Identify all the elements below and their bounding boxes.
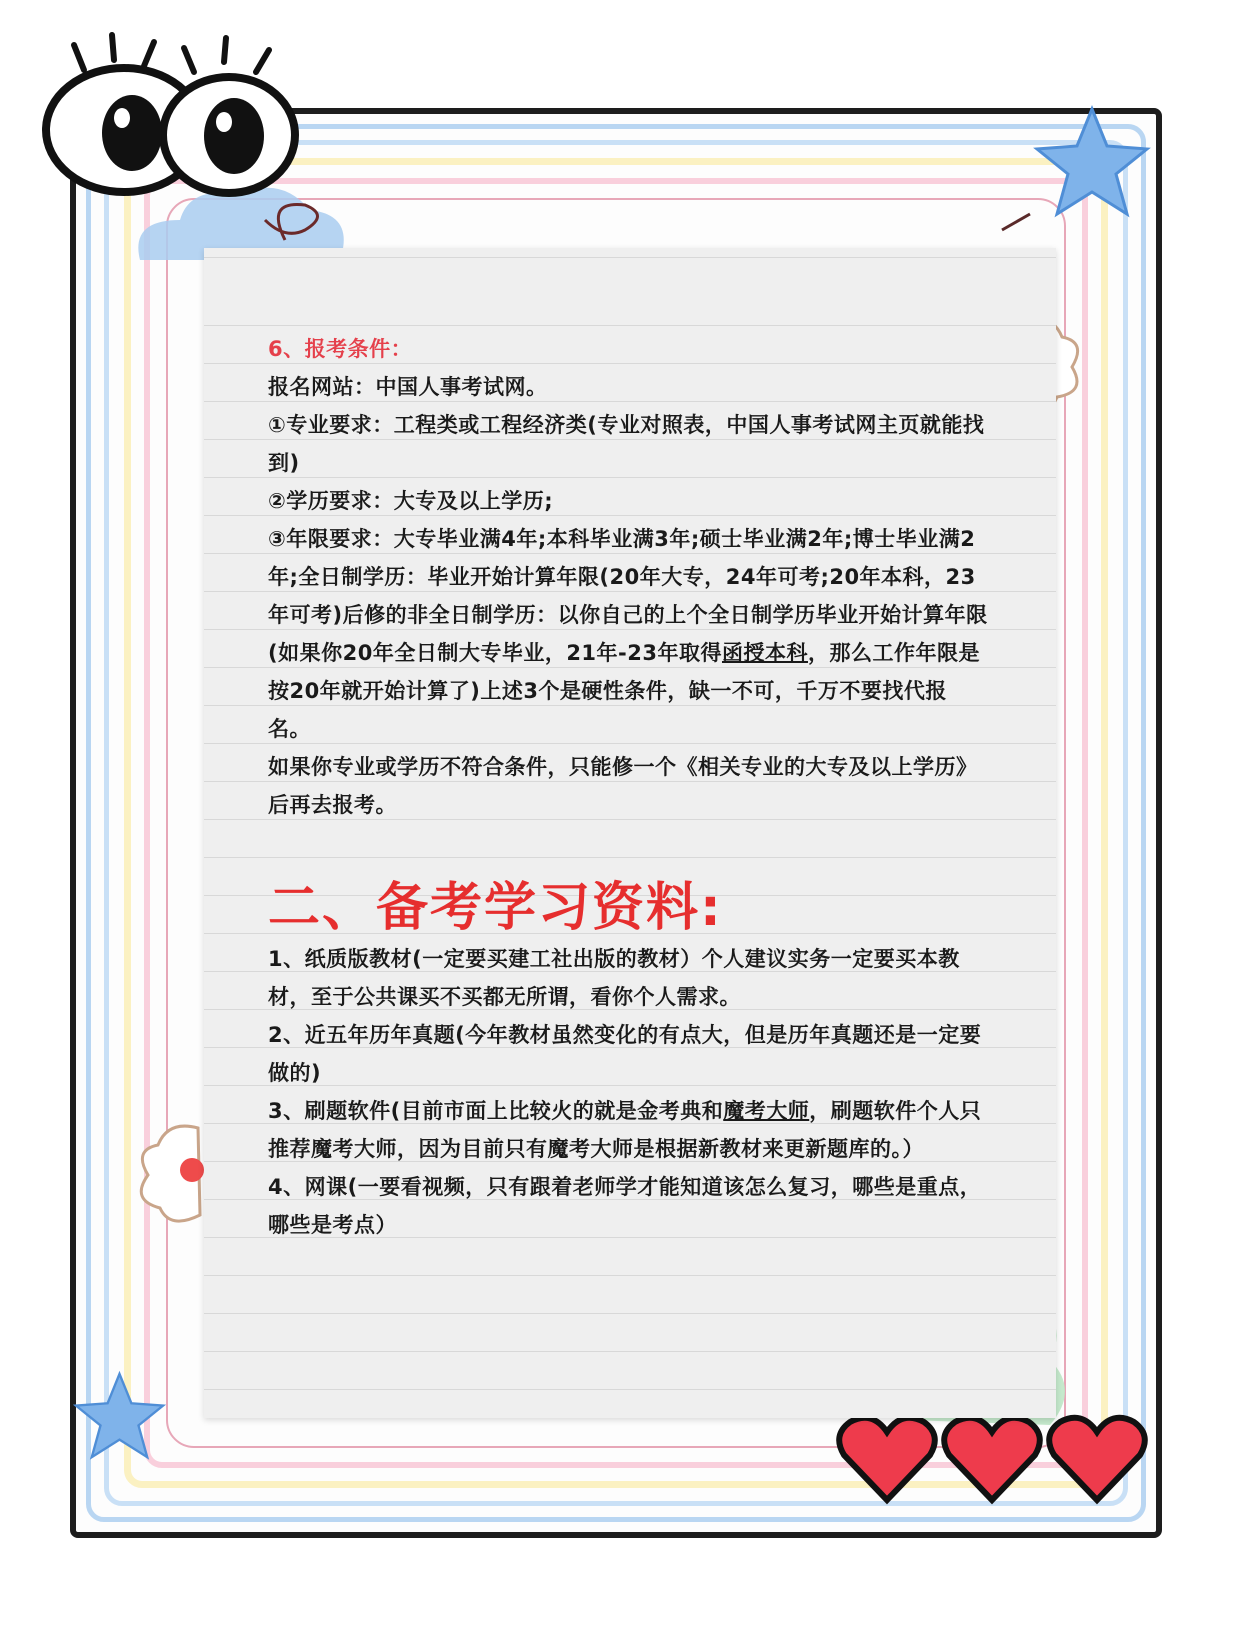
flower-icon <box>128 1120 208 1230</box>
registration-website: 报名网站：中国人事考试网。 <box>268 375 548 399</box>
correspondence-degree-link[interactable]: 函授本科 <box>721 641 808 665</box>
requirement-years <box>268 520 988 748</box>
material-item-3 <box>268 1092 988 1168</box>
star-icon <box>1032 104 1152 224</box>
section6-title: 6、报考条件： <box>268 337 413 361</box>
star-icon <box>72 1370 167 1465</box>
material-item-3-text: 3、刷题软件(目前市面上比较火的就是金考典和 <box>268 1099 724 1123</box>
mokao-link[interactable]: 魔考大师 <box>723 1099 810 1123</box>
material-item-4: 4、网课(一要看视频，只有跟着老师学才能知道该怎么复习，哪些是重点，哪些是考点） <box>268 1175 982 1237</box>
requirement-education: ②学历要求：大专及以上学历; <box>268 489 554 513</box>
requirement-years-text: ③年限要求：大专毕业满4年;本科毕业满3年;硕士毕业满2年;博士毕业满2年;全日制学历：毕业开始计算年限(20年大专，24年可考;20年本科，23年可考)后修的非全日制学历：以你自己的上个全日制学历毕业开始计算年限(如果你20年全日制大专毕业，21年-23年取得 <box>268 527 988 665</box>
cartoon-eyes-icon <box>34 30 304 200</box>
requirement-years-text-end: ，那么工作年限是按20年就开始计算了)上述3个是硬性条件，缺一不可，千万不要找代报名。 <box>268 641 980 741</box>
content-body <box>268 330 988 1244</box>
material-item-3-text-end: ，刷题软件个人只推荐魔考大师，因为目前只有魔考大师是根据新教材来更新题库的。） <box>268 1099 982 1161</box>
material-item-2: 2、近五年历年真题(今年教材虽然变化的有点大，但是历年真题还是一定要做的) <box>268 1023 982 1085</box>
section2-title: 二、备考学习资料: <box>268 878 723 938</box>
requirement-major: ①专业要求：工程类或工程经济类(专业对照表，中国人事考试网主页就能找到) <box>268 413 985 475</box>
dash-decoration <box>1000 212 1040 232</box>
material-item-1: 1、纸质版教材(一定要买建工社出版的教材）个人建议实务一定要买本教材，至于公共课买不买都无所谓，看你个人需求。 <box>268 947 960 1009</box>
eligibility-note: 如果你专业或学历不符合条件，只能修一个《相关专业的大专及以上学历》后再去报考。 <box>268 755 978 817</box>
